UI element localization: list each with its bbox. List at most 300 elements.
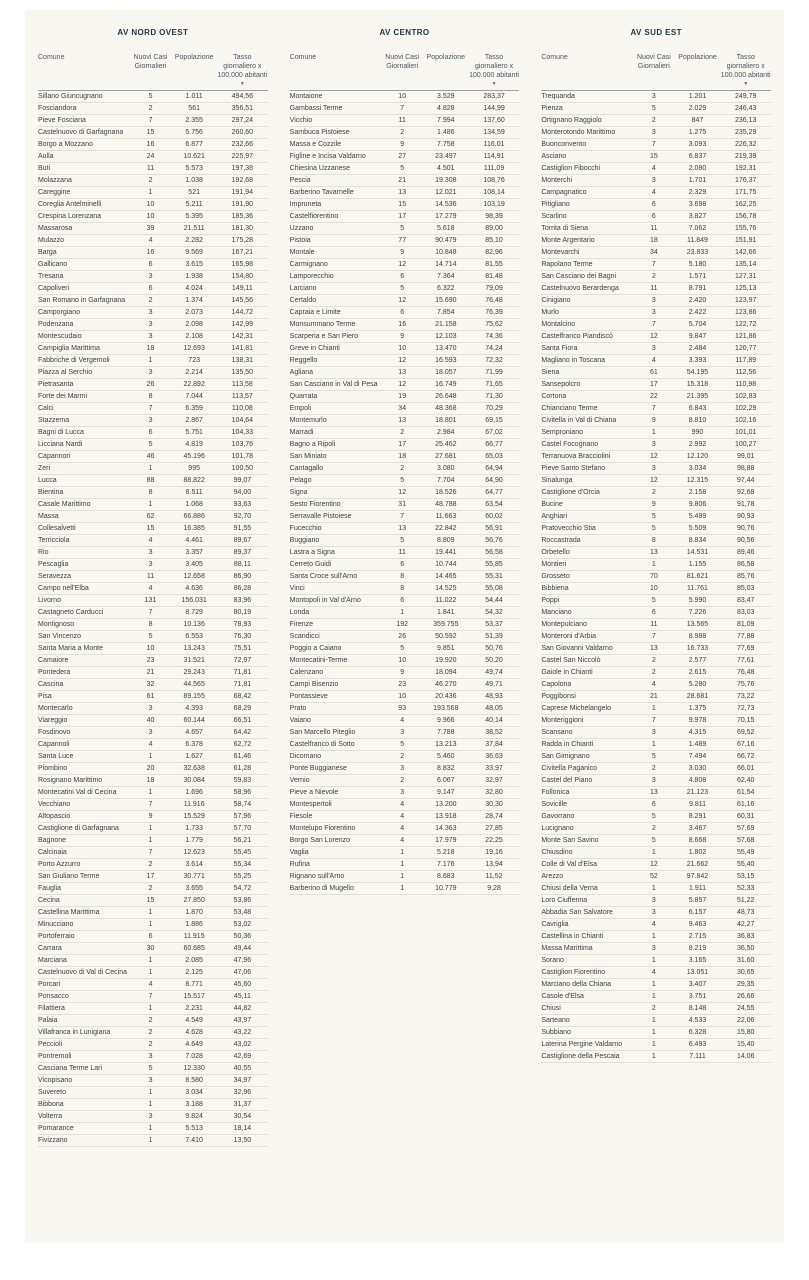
table-row[interactable]	[38, 763, 268, 775]
popolazione-cell: 5.704	[688, 320, 707, 328]
table-row[interactable]	[541, 235, 771, 247]
table-row[interactable]	[38, 331, 268, 343]
table-row[interactable]	[541, 715, 771, 727]
table-row[interactable]	[541, 631, 771, 643]
table-row[interactable]	[290, 883, 520, 895]
table-row[interactable]	[290, 163, 520, 175]
tasso-cell: 108,14	[483, 188, 505, 196]
table-row[interactable]	[290, 703, 520, 715]
table-row[interactable]	[290, 271, 520, 283]
comune-cell: Scarperia e San Piero	[289, 332, 359, 340]
table-row[interactable]	[38, 619, 268, 631]
table-row[interactable]	[290, 259, 520, 271]
table-row[interactable]	[290, 367, 520, 379]
comune-cell: Impruneta	[289, 200, 322, 208]
table-row[interactable]	[290, 787, 520, 799]
table-row[interactable]	[290, 511, 520, 523]
table-row[interactable]	[38, 895, 268, 907]
tasso-cell: 92,70	[233, 512, 252, 520]
table-row[interactable]	[38, 607, 268, 619]
table-row[interactable]	[38, 679, 268, 691]
comune-cell: Pratovecchio Stia	[541, 524, 596, 532]
table-row[interactable]	[541, 859, 771, 871]
table-row[interactable]	[38, 307, 268, 319]
table-row[interactable]	[290, 355, 520, 367]
popolazione-cell: 14.531	[686, 548, 709, 556]
column-header-tasso[interactable]	[720, 53, 771, 87]
table-row[interactable]	[38, 427, 268, 439]
table-row[interactable]	[38, 511, 268, 523]
column-header-tasso[interactable]	[217, 53, 268, 87]
table-row[interactable]	[541, 451, 771, 463]
comune-cell: Monterchi	[541, 176, 573, 184]
comune-cell: Montopoli in Val d'Arno	[289, 596, 361, 604]
table-row[interactable]	[541, 391, 771, 403]
table-row[interactable]	[38, 787, 268, 799]
table-row[interactable]	[290, 211, 520, 223]
table-row[interactable]	[290, 487, 520, 499]
table-row[interactable]	[38, 247, 268, 259]
table-row[interactable]	[38, 1087, 268, 1099]
table-row[interactable]	[290, 91, 520, 103]
column-header-nuovi-casi[interactable]: Nuovi Casi Giornalieri	[385, 54, 420, 70]
table-row[interactable]	[541, 775, 771, 787]
table-row[interactable]	[290, 595, 520, 607]
table-row[interactable]	[541, 355, 771, 367]
table-row[interactable]	[541, 931, 771, 943]
table-row[interactable]	[38, 991, 268, 1003]
table-row[interactable]	[541, 607, 771, 619]
table-row[interactable]	[541, 583, 771, 595]
table-row[interactable]	[290, 739, 520, 751]
table-row[interactable]	[290, 763, 520, 775]
table-row[interactable]	[541, 703, 771, 715]
table-row[interactable]	[541, 751, 771, 763]
table-row[interactable]	[38, 847, 268, 859]
table-row[interactable]	[541, 619, 771, 631]
tasso-cell: 246,43	[735, 104, 757, 112]
table-row[interactable]	[38, 931, 268, 943]
table-row[interactable]	[290, 751, 520, 763]
popolazione-cell: 9.806	[688, 500, 707, 508]
table-row[interactable]	[541, 595, 771, 607]
table-row[interactable]	[290, 583, 520, 595]
table-row[interactable]	[38, 91, 268, 103]
column-header-nuovi-casi[interactable]: Nuovi Casi Giornalieri	[133, 54, 168, 70]
table-row[interactable]	[541, 223, 771, 235]
table-row[interactable]	[290, 235, 520, 247]
popolazione-cell: 6.157	[688, 908, 707, 916]
popolazione-cell: 2.984	[437, 428, 455, 436]
nuovi-casi-cell: 1	[651, 1016, 656, 1024]
table-row[interactable]	[290, 151, 520, 163]
column-header-comune[interactable]: Comune	[38, 54, 65, 61]
nuovi-casi-cell: 5	[651, 752, 656, 760]
table-row[interactable]	[38, 559, 268, 571]
table-row[interactable]	[541, 211, 771, 223]
table-row[interactable]	[541, 175, 771, 187]
table-row[interactable]	[541, 1051, 771, 1063]
table-row[interactable]	[541, 115, 771, 127]
column-header-tasso[interactable]	[469, 53, 520, 87]
table-row[interactable]	[38, 163, 268, 175]
table-row[interactable]	[541, 499, 771, 511]
table-row[interactable]	[290, 775, 520, 787]
comune-cell: Sinalunga	[541, 476, 573, 484]
table-row[interactable]	[38, 595, 268, 607]
table-row[interactable]	[541, 1027, 771, 1039]
table-row[interactable]	[541, 739, 771, 751]
table-row[interactable]	[290, 187, 520, 199]
table-row[interactable]	[290, 283, 520, 295]
table-row[interactable]	[541, 955, 771, 967]
table-row[interactable]	[290, 799, 520, 811]
table-row[interactable]	[541, 139, 771, 151]
column-header-popolazione[interactable]: Popolazione	[174, 54, 214, 61]
table-row[interactable]	[38, 1063, 268, 1075]
table-row[interactable]	[290, 391, 520, 403]
nuovi-casi-cell: 12	[398, 356, 407, 364]
table-row[interactable]	[541, 463, 771, 475]
table-row[interactable]	[290, 343, 520, 355]
tasso-cell: 142,66	[735, 248, 757, 256]
table-row[interactable]	[38, 667, 268, 679]
table-row[interactable]	[541, 487, 771, 499]
comune-cell: Chianciano Terme	[541, 404, 598, 412]
tasso-cell: 48,93	[485, 692, 503, 700]
table-row[interactable]	[541, 787, 771, 799]
table-row[interactable]	[290, 247, 520, 259]
table-row[interactable]	[38, 703, 268, 715]
nuovi-casi-cell: 4	[651, 920, 656, 928]
table-row[interactable]	[290, 691, 520, 703]
table-row[interactable]	[290, 571, 520, 583]
table-row[interactable]	[541, 439, 771, 451]
column-header-nuovi-casi[interactable]: Nuovi Casi Giornalieri	[636, 54, 671, 70]
column-header-popolazione[interactable]: Popolazione	[678, 54, 717, 61]
popolazione-cell: 23.497	[435, 152, 457, 160]
table-row[interactable]	[541, 331, 771, 343]
table-row[interactable]	[38, 463, 268, 475]
table-row[interactable]	[38, 415, 268, 427]
table-row[interactable]	[38, 979, 268, 991]
table-row[interactable]	[38, 235, 268, 247]
table-row[interactable]	[541, 379, 771, 391]
table-row[interactable]	[38, 1003, 268, 1015]
table-row[interactable]	[38, 691, 268, 703]
table-row[interactable]	[541, 415, 771, 427]
table-row[interactable]	[541, 535, 771, 547]
comune-cell: Colle di Val d'Elsa	[541, 860, 598, 868]
table-row[interactable]	[38, 295, 268, 307]
table-row[interactable]	[541, 907, 771, 919]
nuovi-casi-cell: 18	[146, 344, 155, 352]
table-row[interactable]	[290, 139, 520, 151]
table-row[interactable]	[541, 1015, 771, 1027]
table-row[interactable]	[541, 199, 771, 211]
table-row[interactable]	[541, 343, 771, 355]
table-row[interactable]	[290, 559, 520, 571]
table-row[interactable]	[38, 151, 268, 163]
table-row[interactable]	[541, 871, 771, 883]
table-row[interactable]	[38, 355, 268, 367]
table-row[interactable]	[38, 523, 268, 535]
table-row[interactable]	[38, 475, 268, 487]
table-row[interactable]	[38, 751, 268, 763]
table-row[interactable]	[541, 307, 771, 319]
comune-cell: Monte San Savino	[541, 836, 599, 844]
table-row[interactable]	[541, 571, 771, 583]
table-row[interactable]	[38, 883, 268, 895]
table-row[interactable]	[290, 499, 520, 511]
table-row[interactable]	[38, 859, 268, 871]
table-row[interactable]	[290, 535, 520, 547]
table-row[interactable]	[541, 295, 771, 307]
table-row[interactable]	[541, 943, 771, 955]
table-row[interactable]	[38, 283, 268, 295]
table-row[interactable]	[38, 1135, 268, 1147]
table-row[interactable]	[541, 967, 771, 979]
table-row[interactable]	[38, 799, 268, 811]
table-row[interactable]	[290, 655, 520, 667]
table-row[interactable]	[38, 811, 268, 823]
table-row[interactable]	[541, 919, 771, 931]
table-row[interactable]	[290, 847, 520, 859]
table-row[interactable]	[541, 247, 771, 259]
table-row[interactable]	[290, 427, 520, 439]
table-row[interactable]	[290, 127, 520, 139]
table-row[interactable]	[38, 571, 268, 583]
table-row[interactable]	[290, 523, 520, 535]
table-row[interactable]	[38, 175, 268, 187]
table-row[interactable]	[541, 163, 771, 175]
table-row[interactable]	[38, 1039, 268, 1051]
table-row[interactable]	[38, 391, 268, 403]
table-row[interactable]	[290, 643, 520, 655]
tasso-cell: 61,46	[233, 752, 252, 760]
table-row[interactable]	[38, 187, 268, 199]
table-row[interactable]	[290, 295, 520, 307]
sort-desc-icon[interactable]: ▼	[743, 81, 749, 87]
tasso-cell: 102,29	[735, 404, 757, 412]
popolazione-cell: 4.393	[185, 704, 203, 712]
table-row[interactable]	[290, 223, 520, 235]
table-row[interactable]	[38, 1123, 268, 1135]
comune-cell: Massa Marittima	[541, 944, 593, 952]
table-row[interactable]	[38, 715, 268, 727]
table-row[interactable]	[290, 607, 520, 619]
popolazione-cell: 18.801	[435, 416, 457, 424]
table-row[interactable]	[290, 835, 520, 847]
tasso-cell: 38,52	[485, 728, 503, 736]
table-row[interactable]	[38, 727, 268, 739]
table-row[interactable]	[541, 283, 771, 295]
table-row[interactable]	[38, 499, 268, 511]
table-row[interactable]	[38, 943, 268, 955]
column-header-popolazione[interactable]: Popolazione	[426, 54, 466, 61]
table-row[interactable]	[541, 427, 771, 439]
table-row[interactable]	[38, 655, 268, 667]
popolazione-cell: 3.165	[688, 956, 707, 964]
table-row[interactable]	[38, 451, 268, 463]
table-row[interactable]	[290, 307, 520, 319]
table-row[interactable]	[290, 463, 520, 475]
table-row[interactable]	[38, 535, 268, 547]
table-row[interactable]	[541, 883, 771, 895]
table-row[interactable]	[290, 859, 520, 871]
table-row[interactable]	[38, 223, 268, 235]
table-row[interactable]	[541, 823, 771, 835]
table-row[interactable]	[38, 835, 268, 847]
table-row[interactable]	[38, 103, 268, 115]
table-row[interactable]	[38, 907, 268, 919]
table-row[interactable]	[290, 811, 520, 823]
table-row[interactable]	[541, 691, 771, 703]
table-row[interactable]	[541, 835, 771, 847]
comune-cell: Palaia	[38, 1016, 58, 1024]
table-row[interactable]	[541, 403, 771, 415]
table-row[interactable]	[541, 667, 771, 679]
table-row[interactable]	[38, 439, 268, 451]
table-row[interactable]	[38, 1015, 268, 1027]
table-row[interactable]	[541, 367, 771, 379]
table-row[interactable]	[290, 415, 520, 427]
tasso-cell: 64,90	[485, 476, 503, 484]
table-row[interactable]	[38, 1111, 268, 1123]
table-row[interactable]	[541, 271, 771, 283]
table-row[interactable]	[38, 1075, 268, 1087]
comune-cell: Anghiari	[541, 512, 568, 520]
table-row[interactable]	[541, 811, 771, 823]
comune-cell: Rufina	[289, 860, 310, 868]
table-row[interactable]	[38, 199, 268, 211]
nuovi-casi-cell: 1	[148, 1100, 153, 1108]
table-row[interactable]	[38, 127, 268, 139]
table-row[interactable]	[290, 727, 520, 739]
table-row[interactable]	[290, 403, 520, 415]
table-row[interactable]	[38, 823, 268, 835]
table-row[interactable]	[290, 823, 520, 835]
table-row[interactable]	[290, 199, 520, 211]
table-row[interactable]	[541, 727, 771, 739]
table-row[interactable]	[290, 103, 520, 115]
table-row[interactable]	[541, 679, 771, 691]
table-row[interactable]	[38, 1099, 268, 1111]
table-row[interactable]	[290, 319, 520, 331]
table-row[interactable]	[541, 979, 771, 991]
tasso-cell: 53,37	[485, 620, 503, 628]
table-row[interactable]	[38, 643, 268, 655]
table-row[interactable]	[38, 115, 268, 127]
table-row[interactable]	[541, 151, 771, 163]
table-row[interactable]	[541, 523, 771, 535]
table-row[interactable]	[541, 91, 771, 103]
sort-desc-icon[interactable]: ▼	[239, 81, 245, 87]
comune-cell: Fiesole	[289, 812, 313, 820]
popolazione-cell: 4.533	[688, 1016, 707, 1024]
popolazione-cell: 8.580	[185, 1076, 203, 1084]
table-row[interactable]	[38, 343, 268, 355]
table-row[interactable]	[541, 259, 771, 271]
table-row[interactable]	[541, 511, 771, 523]
table-row[interactable]	[541, 655, 771, 667]
table-row[interactable]	[38, 583, 268, 595]
table-row[interactable]	[38, 547, 268, 559]
table-row[interactable]	[290, 871, 520, 883]
table-row[interactable]	[541, 547, 771, 559]
nuovi-casi-cell: 8	[400, 584, 405, 592]
table-row[interactable]	[38, 139, 268, 151]
table-row[interactable]	[38, 259, 268, 271]
table-row[interactable]	[290, 715, 520, 727]
table-row[interactable]	[290, 631, 520, 643]
table-row[interactable]	[541, 103, 771, 115]
table-row[interactable]	[541, 1003, 771, 1015]
comune-cell: Castelnuovo di Garfagnana	[38, 128, 124, 136]
table-row[interactable]	[38, 487, 268, 499]
sort-desc-icon[interactable]: ▼	[491, 81, 497, 87]
table-row[interactable]	[290, 547, 520, 559]
table-row[interactable]	[541, 991, 771, 1003]
table-row[interactable]	[38, 1051, 268, 1063]
table-row[interactable]	[38, 955, 268, 967]
popolazione-cell: 5.218	[437, 848, 455, 856]
table-row[interactable]	[38, 367, 268, 379]
popolazione-cell: 5.280	[688, 680, 707, 688]
table-row[interactable]	[541, 559, 771, 571]
table-row[interactable]	[290, 115, 520, 127]
table-row[interactable]	[38, 919, 268, 931]
table-row[interactable]	[38, 379, 268, 391]
table-row[interactable]	[541, 475, 771, 487]
table-row[interactable]	[290, 667, 520, 679]
table-row[interactable]	[290, 619, 520, 631]
table-row[interactable]	[38, 211, 268, 223]
nuovi-casi-cell: 93	[398, 704, 407, 712]
table-row[interactable]	[38, 403, 268, 415]
table-row[interactable]	[541, 895, 771, 907]
column-header-comune[interactable]: Comune	[541, 54, 568, 61]
table-row[interactable]	[541, 643, 771, 655]
table-row[interactable]	[38, 319, 268, 331]
popolazione-cell: 2.577	[688, 656, 707, 664]
table-row[interactable]	[290, 175, 520, 187]
table-row[interactable]	[541, 319, 771, 331]
table-row[interactable]	[38, 967, 268, 979]
table-row[interactable]	[290, 475, 520, 487]
table-row[interactable]	[38, 775, 268, 787]
popolazione-cell: 4.628	[185, 1028, 203, 1036]
table-row[interactable]	[541, 187, 771, 199]
table-row[interactable]	[541, 127, 771, 139]
table-row[interactable]	[290, 451, 520, 463]
table-row[interactable]	[38, 631, 268, 643]
table-row[interactable]	[38, 271, 268, 283]
popolazione-cell: 5.618	[437, 224, 455, 232]
table-row[interactable]	[38, 739, 268, 751]
table-row[interactable]	[38, 871, 268, 883]
table-row[interactable]	[290, 379, 520, 391]
table-row[interactable]	[541, 1039, 771, 1051]
table-row[interactable]	[38, 1027, 268, 1039]
table-row[interactable]	[541, 763, 771, 775]
table-row[interactable]	[290, 331, 520, 343]
table-row[interactable]	[290, 679, 520, 691]
table-row[interactable]	[541, 799, 771, 811]
column-header-comune[interactable]: Comune	[289, 54, 317, 61]
table-row[interactable]	[290, 439, 520, 451]
table-row[interactable]	[541, 847, 771, 859]
